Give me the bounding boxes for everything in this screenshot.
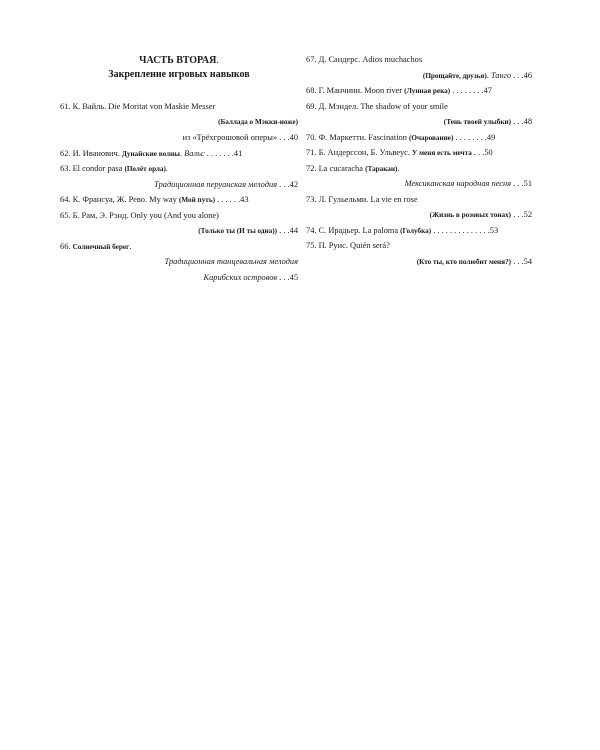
toc-entry-75-head: 75. П. Руис. Quién será? xyxy=(306,241,390,250)
page-number[interactable]: 40 xyxy=(289,133,298,142)
page-number[interactable]: 45 xyxy=(289,273,298,282)
page-number[interactable]: 53 xyxy=(489,226,499,235)
toc-entry-73-title: (Жизнь в розовых тонах) . . .52 xyxy=(429,210,532,219)
toc-entry-63-head: 63. El condor pasa (Полёт орла). xyxy=(60,164,168,173)
toc-entry-62: 62. И. Иванович. Дунайские волны. Вальс . . . . . . .41 xyxy=(60,149,243,158)
section-title: ЧАСТЬ ВТОРАЯ. xyxy=(139,55,219,66)
toc-entry-69-title: (Тень твоей улыбки) . . .48 xyxy=(443,117,532,126)
toc-entry-70: 70. Ф. Маркетти. Fascination (Очарование) . . . . . . . .49 xyxy=(306,133,496,142)
page-number[interactable]: 52 xyxy=(523,210,532,219)
page-number[interactable]: 48 xyxy=(523,117,532,126)
toc-entry-65-head: 65. Б. Рам, Э. Рэнд. Only you (And you alone) xyxy=(60,211,219,220)
toc-entry-61-title: (Баллада о Мэкки-ноже) xyxy=(218,118,298,126)
toc-entry-75-title: (Кто ты, кто полюбит меня?) . . .54 xyxy=(416,257,532,266)
toc-entry-68: 68. Г. Манчини. Moon river (Лунная река) . . . . . . . .47 xyxy=(306,86,492,95)
page-number[interactable]: 51 xyxy=(523,179,532,188)
page-number[interactable]: 46 xyxy=(523,71,532,80)
toc-entry-63-genre: Традиционная перуанская мелодия . . .42 xyxy=(154,180,298,189)
page-number[interactable]: 49 xyxy=(486,133,496,142)
toc-entry-61-source: из «Трёхгрошовой оперы» . . .40 xyxy=(182,133,298,142)
toc-entry-74: 74. С. Ирадьер. La paloma (Голубка) . . . . . . . . . . . . . .53 xyxy=(306,226,499,235)
toc-entry-64: 64. К. Франсуа, Ж. Рево. My way (Мой путь) . . . . . .43 xyxy=(60,195,249,204)
page-number[interactable]: 44 xyxy=(289,226,298,235)
toc-entry-67-head: 67. Д. Сандерс. Adios muchachos xyxy=(306,55,423,64)
page-number[interactable]: 43 xyxy=(240,195,249,204)
toc-entry-66-genre: Традиционная танцевальная мелодия xyxy=(164,257,298,266)
page-number[interactable]: 47 xyxy=(483,86,492,95)
toc-entry-66-genre-cont: Карибских островов . . .45 xyxy=(203,273,298,282)
toc-entry-66-head: 66. Солнечный берег. xyxy=(60,242,132,251)
section-subtitle: Закрепление игровых навыков xyxy=(108,69,250,80)
page-number[interactable]: 41 xyxy=(233,149,243,158)
toc-entry-72-genre: Мексиканская народная песня . . .51 xyxy=(404,179,532,188)
toc-entry-71: 71. Б. Андерссон, Б. Ульвеус. У меня есть мечта . . .50 xyxy=(306,148,493,157)
page-number[interactable]: 50 xyxy=(484,148,493,157)
toc-entry-73-head: 73. Л. Гульельми. La vie en rose xyxy=(306,195,418,204)
page-number[interactable]: 54 xyxy=(523,257,532,266)
toc-entry-61-head: 61. К. Вайль. Die Moritat von Maskie Messer xyxy=(60,102,216,111)
toc-entry-69-head: 69. Д. Мэндел. The shadow of your smile xyxy=(306,102,448,111)
toc-entry-65-title: (Только ты (И ты одна)) . . .44 xyxy=(198,226,298,235)
page-number[interactable]: 42 xyxy=(289,180,298,189)
toc-entry-72-head: 72. La cucaracha (Таракан). xyxy=(306,164,400,173)
toc-entry-67-title: (Прощайте, друзья). Танго . . .46 xyxy=(422,71,532,80)
